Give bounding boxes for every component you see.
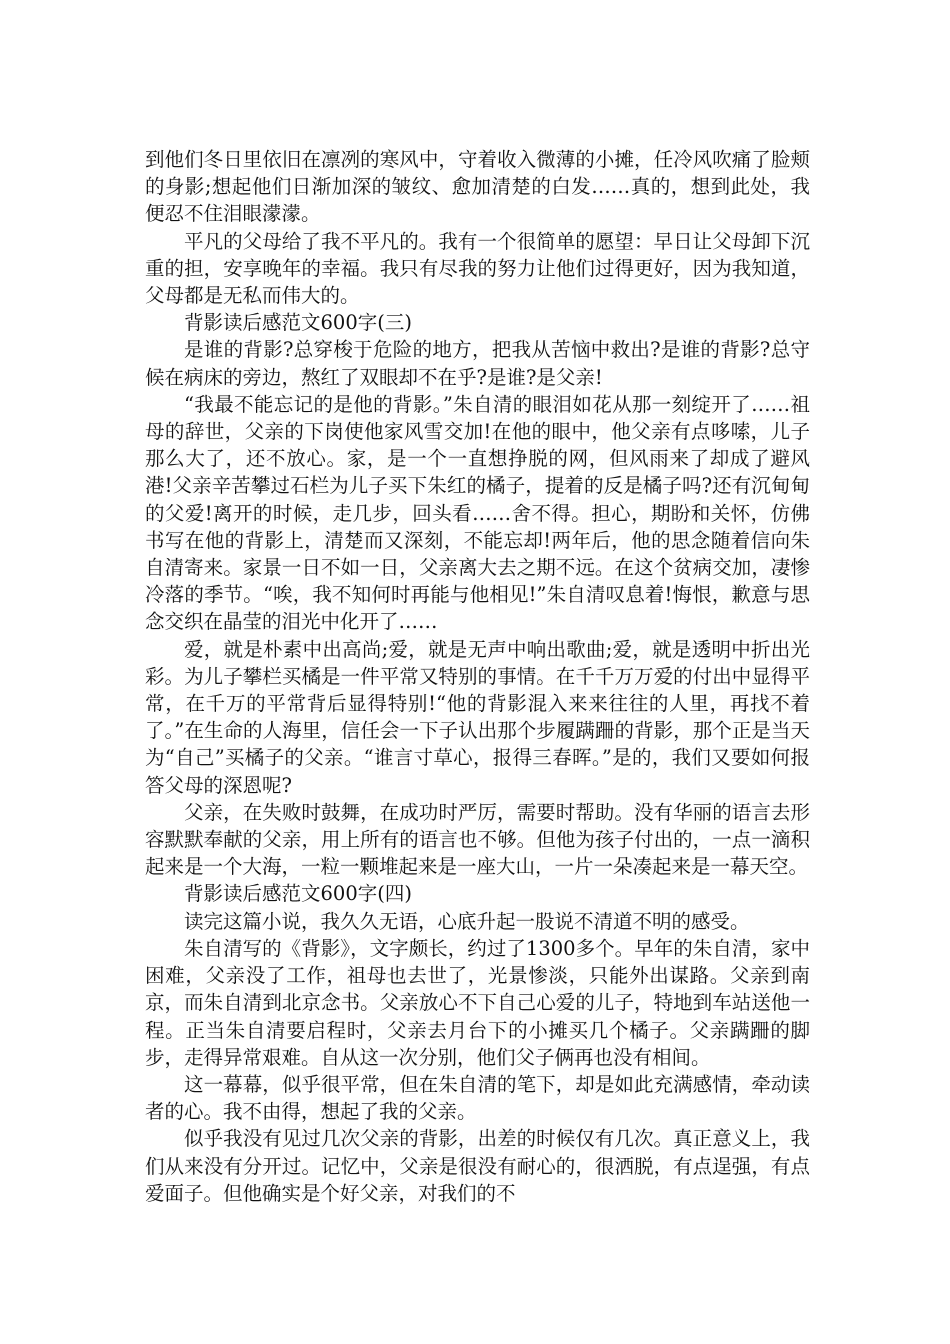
paragraph: 朱自清写的《背影》，文字颇长，约过了1300多个。早年的朱自清，家中困难，父亲没了工作，祖母也去世了，光景惨淡，只能外出谋路。父亲到南京，而朱自清到北京念书。父亲放心不下自己心爱的儿子，特地到车站送他一程。正当朱自清要启程时，父亲去月台下的小摊买几个橘子。父亲蹒跚的脚步，走得异常艰难。自从这一次分别，他们父子俩再也没有相间。 xyxy=(145,936,810,1069)
paragraph: 读完这篇小说，我久久无语，心底升起一股说不清道不明的感受。 xyxy=(184,909,750,933)
paragraph: 似乎我没有见过几次父亲的背影，出差的时候仅有几次。真正意义上，我们从来没有分开过。记忆中，父亲是很没有耐心的，很洒脱，有点逞强，有点爱面子。但他确实是个好父亲，对我们的不 xyxy=(145,1127,810,1205)
paragraph: 是谁的背影?总穿梭于危险的地方，把我从苦恼中救出?是谁的背影?总守候在病床的旁边，熬红了双眼却不在乎?是谁?是父亲! xyxy=(145,338,810,389)
paragraph: 平凡的父母给了我不平凡的。我有一个很简单的愿望：早日让父母卸下沉重的担，安享晚年的幸福。我只有尽我的努力让他们过得更好，因为我知道，父母都是无私而伟大的。 xyxy=(145,229,810,308)
section-heading: 背影读后感范文600字(三) xyxy=(184,311,412,335)
document-page xyxy=(145,146,810,1207)
paragraph: 爱，就是朴素中出高尚;爱，就是无声中响出歌曲;爱，就是透明中折出光彩。为儿子攀栏买橘是一件平常又特别的事情。在千千万万爱的付出中显得平常，在千万的平常背后显得特别!“他的背影混入来来往往的人里，再找不着了。”在生命的人海里，信任会一下子认出那个步履蹒跚的背影，那个正是当天为“自己”买橘子的父亲。“谁言寸草心，报得三春晖。”是的，我们又要如何报答父母的深恩呢? xyxy=(145,637,810,797)
paragraph: 这一幕幕，似乎很平常，但在朱自清的笔下，却是如此充满感情，牵动读者的心。我不由得，想起了我的父亲。 xyxy=(145,1072,810,1124)
paragraph: “我最不能忘记的是他的背影。”朱自清的眼泪如花从那一刻绽开了……祖母的辞世，父亲的下岗使他家风雪交加!在他的眼中，他父亲有点哆嗦，儿子那么大了，还不放心。家，是一个一直想挣脱的网，但风雨来了却成了避风港!父亲辛苦攀过石栏为儿子买下朱红的橘子，提着的反是橘子吗?还有沉甸甸的父爱!离开的时候，走几步，回头看……舍不得。担心，期盼和关怀，仿佛书写在他的背影上，清楚而又深刻，不能忘却!两年后，他的思念随着信向朱自清寄来。家景一日不如一日，父亲离大去之期不远。在这个贫病交加，凄惨冷落的季节。“唉，我不知何时再能与他相见!”朱自清叹息着!悔恨，歉意与思念交织在晶莹的泪光中化开了…… xyxy=(145,392,810,634)
paragraph: 父亲，在失败时鼓舞，在成功时严厉，需要时帮助。没有华丽的语言去形容默默奉献的父亲，用上所有的语言也不够。但他为孩子付出的，一点一滴积起来是一个大海，一粒一颗堆起来是一座大山，一片一朵凑起来是一幕天空。 xyxy=(145,800,810,879)
paragraph-continued: 到他们冬日里依旧在凛冽的寒风中，守着收入微薄的小摊，任冷风吹痛了脸颊的身影;想起他们日渐加深的皱纹、愈加清楚的白发……真的，想到此处，我便忍不住泪眼濛濛。 xyxy=(145,148,810,226)
section-heading: 背影读后感范文600字(四) xyxy=(184,882,412,906)
